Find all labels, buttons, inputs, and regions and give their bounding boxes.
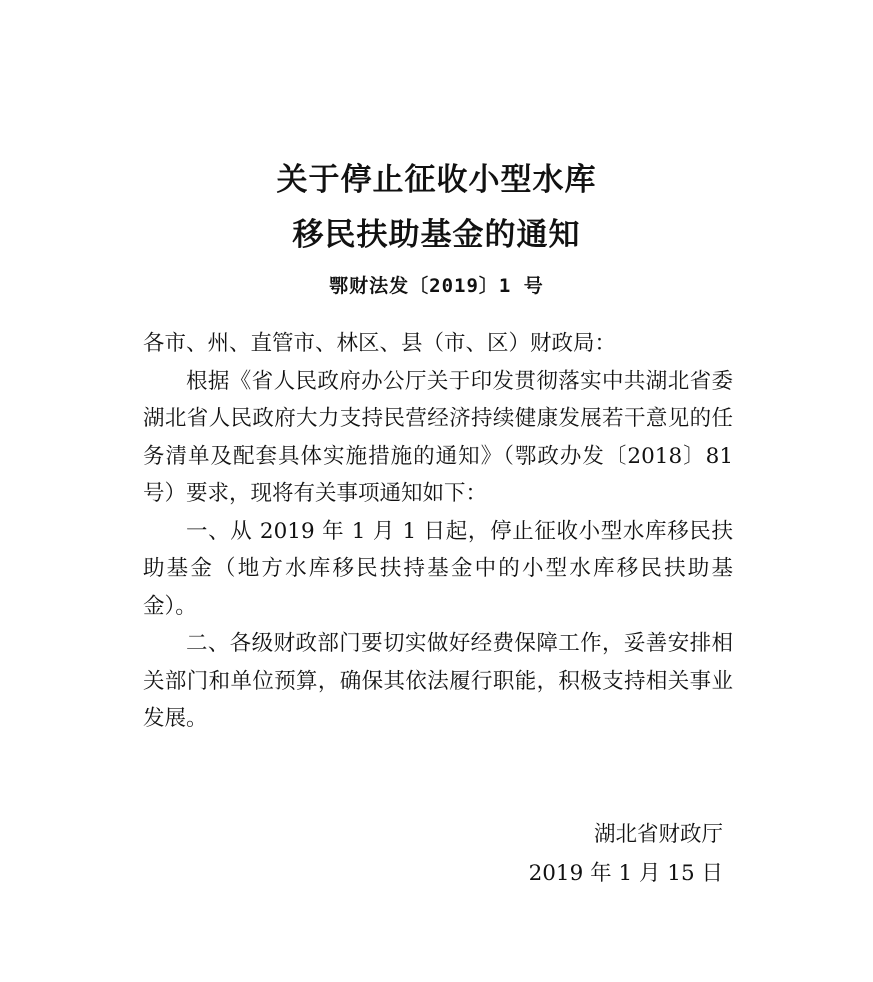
- paragraph-item-2: 二、各级财政部门要切实做好经费保障工作，妥善安排相关部门和单位预算，确保其依法履行职能，积极支持相关事业发展。: [143, 631, 733, 731]
- title-line-1: 关于停止征收小型水库: [276, 162, 597, 198]
- document-number: 鄂财法发〔2019〕1 号: [329, 275, 544, 297]
- signature-date: 2019 年 1 月 15 日: [528, 861, 723, 886]
- addressee: 各市、州、直管市、林区、县（市、区）财政局：: [143, 331, 617, 356]
- document-body: [143, 325, 733, 738]
- paragraph-basis: 根据《省人民政府办公厅关于印发贯彻落实中共湖北省委 湖北省人民政府大力支持民营经济持续健康发展若干意见的任务清单及配套具体实施措施的通知》（鄂政办发〔2018〕81 号）要求，现将有关事项通知如下：: [143, 368, 733, 506]
- signature-organization: 湖北省财政厅: [593, 822, 723, 847]
- title-line-2: 移民扶助基金的通知: [292, 217, 581, 253]
- paragraph-item-1: 一、从 2019 年 1 月 1 日起，停止征收小型水库移民扶助基金（地方水库移民扶持基金中的小型水库移民扶助基金）。: [143, 518, 733, 619]
